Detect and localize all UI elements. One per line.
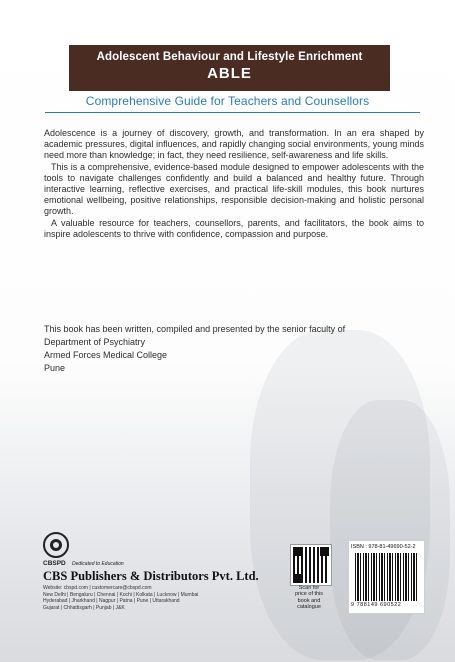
book-acronym: ABLE — [207, 65, 252, 82]
title-banner — [69, 45, 390, 91]
blurb-paragraph: A valuable resource for teachers, counsellors, parents, and facilitators, the book aims to inspire adolescents to thrive with confidence, compassion and purpose. — [44, 217, 424, 239]
author-college: Armed Forces Medical College — [44, 350, 168, 360]
isbn-label: ISBN : 978-81-49690-52-2 — [351, 544, 416, 550]
blurb-paragraph: This is a comprehensive, evidence-based module designed to empower adolescents with the tools to navigate challenges confidently and build a balanced and healthy future. Through interactive learning, reflective exercises, and practical life-skill modules, this book nurtures emotional wellbeing, positive relationships, responsible decision-making and holistic personal growth. — [44, 161, 424, 217]
qr-caption-line: catalogue — [297, 603, 321, 610]
blurb-paragraph: Adolescence is a journey of discovery, growth, and transformation. In an era shaped by academic pressures, digital influences, and rapidly changing social environments, young minds need more than knowledge; in fact, they need resilience, self-awareness and life skills. — [44, 128, 424, 161]
author-department: Department of Psychiatry — [44, 337, 146, 347]
qr-caption-line: book and — [297, 597, 321, 604]
qr-caption-line: price of this — [294, 591, 324, 598]
qr-caption — [285, 585, 333, 610]
barcode-number: 9 788149 690522 — [351, 602, 402, 608]
author-intro: This book has been written, compiled and presented by the senior faculty of — [44, 324, 346, 334]
author-city: Pune — [44, 363, 66, 373]
publisher-branches: Hyderabad | Jharkhand | Nagpur | Patna | Pune | Uttarakhand — [43, 598, 180, 604]
publisher-name: CBS Publishers & Distributors Pvt. Ltd. — [43, 569, 259, 583]
barcode-bars-icon — [355, 553, 417, 601]
blurb — [44, 128, 424, 240]
qr-code-icon — [291, 545, 331, 585]
book-title: Adolescent Behaviour and Lifestyle Enrichment — [96, 51, 363, 63]
publisher-website: Website: cbspd.com | customercare@cbspd.com — [43, 585, 152, 591]
subtitle-divider — [45, 112, 420, 113]
publisher-tagline: Dedicated to Education — [72, 561, 124, 567]
publisher-logo-icon — [43, 532, 69, 558]
barcode — [348, 540, 425, 614]
publisher-branches: New Delhi | Bengaluru | Chennai | Kochi | Kolkata | Lucknow | Mumbai — [43, 591, 199, 598]
publisher-branches: Gujarat | Chhattisgarh | Punjab | J&K — [43, 604, 125, 611]
publisher-logo-text: CBSPD — [43, 560, 66, 567]
book-subtitle: Comprehensive Guide for Teachers and Counsellors — [85, 94, 370, 108]
background-photo-figure — [330, 400, 450, 660]
author-credit — [44, 323, 424, 375]
qr-caption-line: Scan for — [298, 585, 320, 591]
